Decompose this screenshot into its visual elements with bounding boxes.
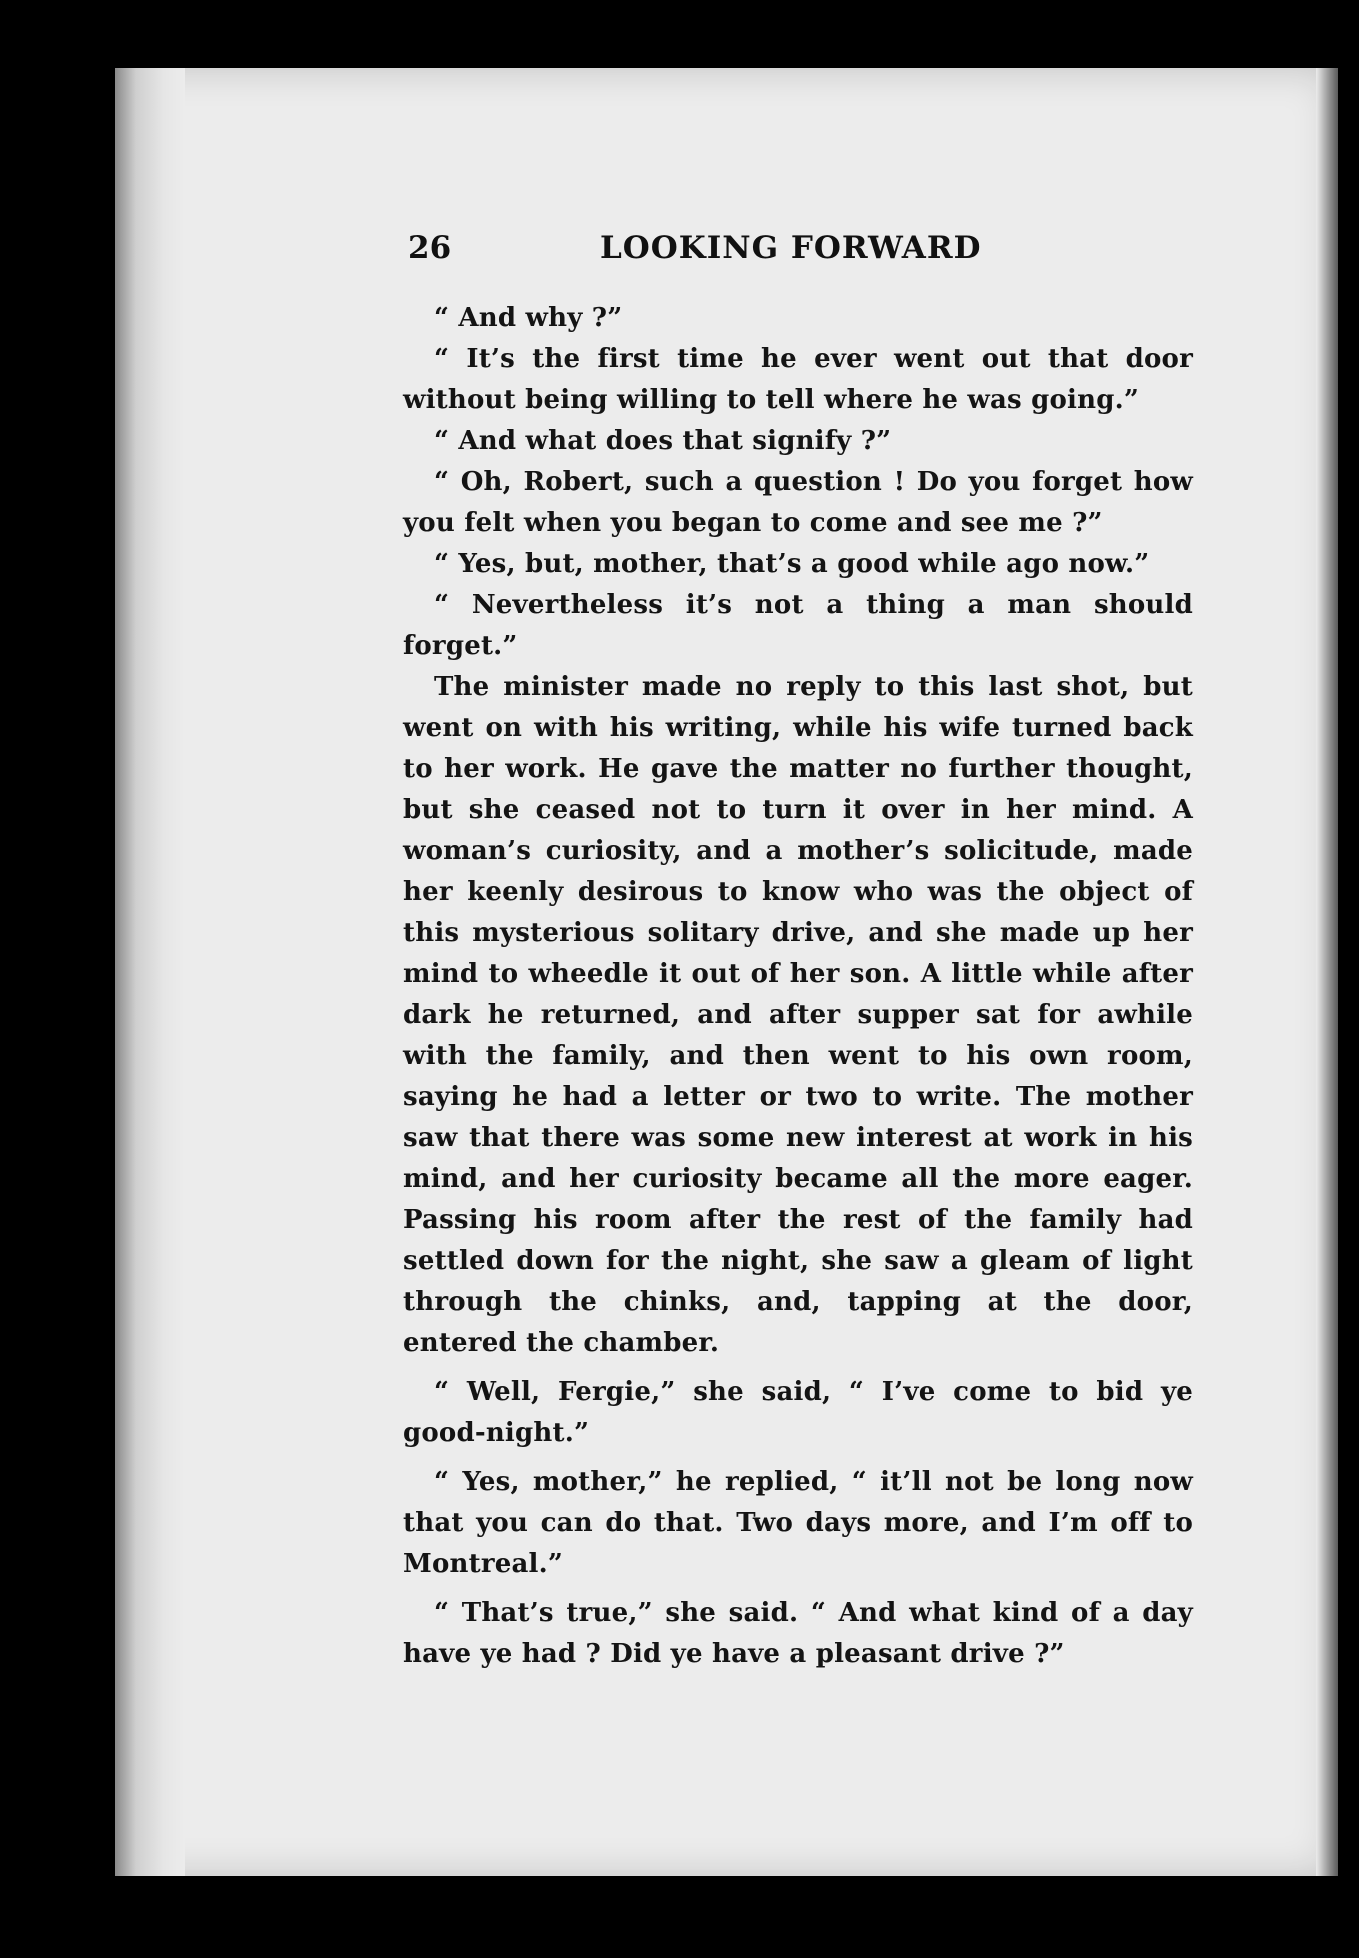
paragraph: “ Well, Fergie,” she said, “ I’ve come to bid ye good-night.”	[403, 1377, 1193, 1448]
running-head: LOOKING FORWARD	[600, 230, 982, 266]
page-header	[408, 230, 1008, 276]
paragraph: “ Yes, mother,” he replied, “ it’ll not be long now that you can do that. Two days more, and I’m off to Montreal.”	[403, 1467, 1193, 1579]
paragraph: “ And what does that signify ?”	[434, 426, 892, 456]
body-text	[403, 298, 1193, 1675]
paragraph: “ That’s true,” she said. “ And what kind of a day have ye had ? Did ye have a pleasant drive ?”	[403, 1598, 1193, 1669]
page-binding-edge	[115, 68, 185, 1876]
paragraph: “ Nevertheless it’s not a thing a man should forget.”	[403, 590, 1193, 661]
page-number: 26	[408, 230, 452, 266]
paragraph: The minister made no reply to this last shot, but went on with his writing, while his wife turned back to her work. He gave the matter no further thought, but she ceased not to turn it over in her mind. A woman’s curiosity, and a mother’s solicitude, made her keenly desirous to know who was the object of this mysterious solitary drive, and she made up her mind to wheedle it out of her son. A little while after dark he returned, and after supper sat for awhile with the family, and then went to his own room, saying he had a letter or two to write. The mother saw that there was some new interest at work in his mind, and her curiosity became all the more eager. Passing his room after the rest of the family had settled down for the night, she saw a gleam of light through the chinks, and, tapping at the door, entered the chamber.	[403, 672, 1193, 1358]
paragraph: “ Yes, but, mother, that’s a good while ago now.”	[434, 549, 1150, 579]
paragraph: “ It’s the first time he ever went out that door without being willing to tell where he was going.”	[403, 344, 1193, 415]
paragraph: “ Oh, Robert, such a question ! Do you forget how you felt when you began to come and see me ?”	[403, 467, 1193, 538]
page-right-edge	[1316, 68, 1338, 1876]
paragraph: “ And why ?”	[434, 303, 623, 333]
